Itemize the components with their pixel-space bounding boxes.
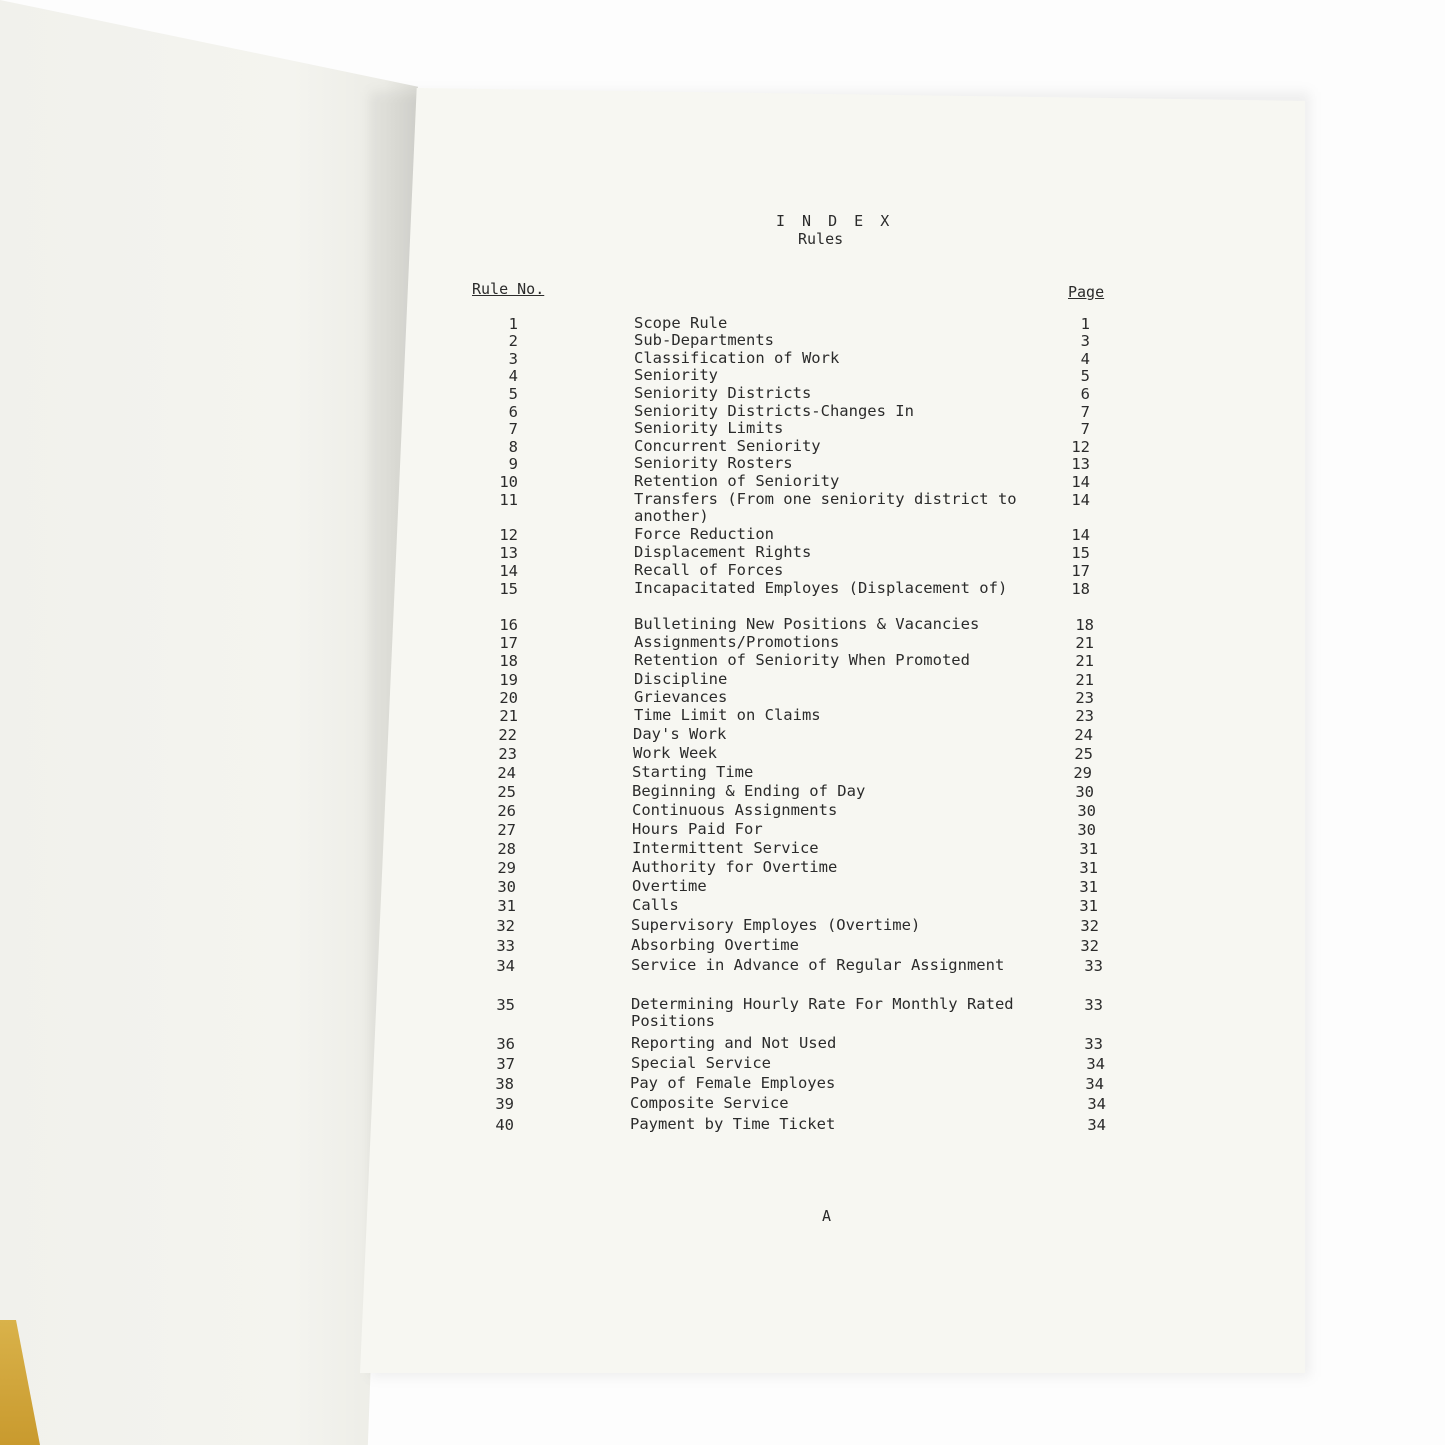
rule-page: 25 bbox=[1074, 745, 1093, 763]
rule-title: Discipline bbox=[634, 670, 728, 688]
rule-title: Assignments/Promotions bbox=[634, 633, 840, 651]
rule-number: 23 bbox=[498, 745, 517, 763]
rule-title: Pay of Female Employes bbox=[630, 1074, 836, 1092]
rule-number: 29 bbox=[497, 859, 516, 877]
rule-page: 31 bbox=[1079, 859, 1098, 877]
rule-title: Supervisory Employes (Overtime) bbox=[631, 916, 921, 934]
rule-page: 34 bbox=[1086, 1055, 1105, 1073]
index-row bbox=[468, 783, 1138, 803]
index-title: I N D E X bbox=[776, 212, 894, 230]
index-row bbox=[470, 544, 1140, 564]
rule-number: 27 bbox=[497, 821, 516, 839]
index-row bbox=[470, 652, 1140, 672]
rule-title: Classification of Work bbox=[634, 349, 840, 367]
rule-number: 1 bbox=[508, 315, 518, 333]
index-row bbox=[469, 745, 1139, 765]
rule-number: 14 bbox=[499, 562, 518, 580]
page-heading: Page bbox=[1068, 283, 1105, 301]
rule-page: 15 bbox=[1071, 544, 1090, 562]
rule-number: 34 bbox=[496, 957, 515, 975]
rule-title: Calls bbox=[632, 896, 679, 914]
rule-title: Incapacitated Employes (Displacement of) bbox=[634, 579, 1008, 597]
rule-page: 29 bbox=[1073, 764, 1092, 782]
rule-number: 31 bbox=[497, 897, 516, 915]
rule-page: 17 bbox=[1071, 562, 1090, 580]
rule-number: 16 bbox=[499, 616, 518, 634]
rule-number: 24 bbox=[497, 764, 516, 782]
index-row bbox=[466, 1095, 1136, 1115]
rule-title: Displacement Rights bbox=[634, 543, 812, 561]
index-subtitle: Rules bbox=[798, 230, 844, 248]
rule-page: 32 bbox=[1080, 917, 1099, 935]
rule-title: Starting Time bbox=[632, 763, 754, 781]
rule-page: 18 bbox=[1075, 616, 1094, 634]
rule-title: Special Service bbox=[631, 1054, 771, 1072]
rule-page: 13 bbox=[1071, 455, 1090, 473]
rule-title: Seniority bbox=[634, 366, 718, 384]
rule-page: 1 bbox=[1080, 315, 1090, 333]
rule-number: 33 bbox=[496, 937, 515, 955]
rule-number: 35 bbox=[496, 996, 515, 1014]
rule-page: 23 bbox=[1075, 707, 1094, 725]
index-row bbox=[468, 840, 1138, 860]
rule-title: Retention of Seniority When Promoted bbox=[634, 651, 970, 669]
rule-title: Seniority Limits bbox=[634, 419, 784, 437]
rule-page: 21 bbox=[1075, 671, 1094, 689]
rule-number: 32 bbox=[496, 917, 515, 935]
rule-page: 34 bbox=[1085, 1075, 1104, 1093]
rule-number: 2 bbox=[508, 332, 518, 350]
index-row bbox=[470, 671, 1140, 691]
rule-page: 21 bbox=[1075, 652, 1094, 670]
rule-number: 39 bbox=[495, 1095, 514, 1113]
index-row bbox=[466, 1075, 1136, 1095]
index-row bbox=[468, 897, 1138, 917]
index-row bbox=[469, 726, 1139, 746]
rule-title: Transfers (From one seniority district to another) bbox=[634, 490, 1017, 525]
rule-title: Bulletining New Positions & Vacancies bbox=[634, 615, 980, 633]
rule-number: 12 bbox=[499, 526, 518, 544]
rule-number: 26 bbox=[497, 802, 516, 820]
rule-number: 15 bbox=[499, 580, 518, 598]
rule-page: 24 bbox=[1074, 726, 1093, 744]
index-row bbox=[467, 937, 1137, 957]
index-row bbox=[467, 995, 1137, 1030]
rule-title: Day's Work bbox=[633, 725, 727, 743]
index-row bbox=[468, 764, 1138, 784]
rule-title: Determining Hourly Rate For Monthly Rated Positions bbox=[631, 995, 1014, 1030]
rule-number: 9 bbox=[508, 455, 518, 473]
rule-title: Seniority Districts-Changes In bbox=[634, 402, 914, 420]
rule-number: 3 bbox=[508, 350, 518, 368]
rule-title: Absorbing Overtime bbox=[631, 936, 799, 954]
rule-title: Recall of Forces bbox=[634, 561, 784, 579]
rule-number: 6 bbox=[508, 403, 518, 421]
rule-page: 31 bbox=[1079, 878, 1098, 896]
index-row bbox=[466, 1116, 1136, 1136]
rule-title: Retention of Seniority bbox=[634, 472, 840, 490]
rule-title: Sub-Departments bbox=[634, 331, 774, 349]
rule-number: 19 bbox=[499, 671, 518, 689]
rule-title: Reporting and Not Used bbox=[631, 1034, 837, 1052]
rule-number: 22 bbox=[498, 726, 517, 744]
rule-number: 7 bbox=[508, 420, 518, 438]
rule-title: Concurrent Seniority bbox=[634, 437, 821, 455]
rule-number: 21 bbox=[499, 707, 518, 725]
rule-page: 33 bbox=[1084, 996, 1103, 1014]
rule-number: 36 bbox=[496, 1035, 515, 1053]
rule-page: 33 bbox=[1084, 957, 1103, 975]
index-row bbox=[467, 917, 1137, 937]
rule-title: Force Reduction bbox=[634, 525, 774, 543]
rule-number: 4 bbox=[508, 367, 518, 385]
rule-number: 37 bbox=[496, 1055, 515, 1073]
rule-page: 30 bbox=[1075, 783, 1094, 801]
rule-page: 21 bbox=[1075, 634, 1094, 652]
rule-number: 30 bbox=[497, 878, 516, 896]
rule-page: 7 bbox=[1080, 420, 1090, 438]
rule-page: 34 bbox=[1087, 1095, 1106, 1113]
rule-page: 30 bbox=[1077, 802, 1096, 820]
index-row bbox=[468, 878, 1138, 898]
rule-title: Work Week bbox=[633, 744, 717, 762]
rule-number: 20 bbox=[499, 689, 518, 707]
rule-title: Intermittent Service bbox=[632, 839, 819, 857]
rule-number: 10 bbox=[499, 473, 518, 491]
rule-page: 23 bbox=[1075, 689, 1094, 707]
page-letter: A bbox=[822, 1207, 832, 1225]
rule-no-heading: Rule No. bbox=[472, 280, 545, 298]
rule-page: 32 bbox=[1080, 937, 1099, 955]
rule-title: Time Limit on Claims bbox=[634, 706, 821, 724]
rule-number: 40 bbox=[495, 1116, 514, 1134]
rule-page: 14 bbox=[1071, 473, 1090, 491]
rule-page: 5 bbox=[1080, 367, 1090, 385]
rule-number: 18 bbox=[499, 652, 518, 670]
rule-title: Composite Service bbox=[630, 1094, 789, 1112]
rule-page: 18 bbox=[1071, 580, 1090, 598]
rule-number: 8 bbox=[508, 438, 518, 456]
rule-page: 34 bbox=[1087, 1116, 1106, 1134]
rule-title: Beginning & Ending of Day bbox=[632, 782, 866, 800]
rule-number: 25 bbox=[497, 783, 516, 801]
rule-page: 14 bbox=[1071, 526, 1090, 544]
rule-title: Continuous Assignments bbox=[632, 801, 838, 819]
index-row bbox=[468, 802, 1138, 822]
rule-title: Seniority Rosters bbox=[634, 454, 793, 472]
rule-title: Seniority Districts bbox=[634, 384, 812, 402]
rule-page: 14 bbox=[1071, 491, 1090, 509]
index-row bbox=[470, 490, 1140, 525]
rule-page: 30 bbox=[1077, 821, 1096, 839]
rule-number: 5 bbox=[508, 385, 518, 403]
index-row bbox=[467, 1055, 1137, 1075]
index-row bbox=[467, 957, 1137, 977]
index-row bbox=[470, 580, 1140, 600]
index-row bbox=[468, 859, 1138, 879]
rule-title: Payment by Time Ticket bbox=[630, 1115, 836, 1133]
rule-page: 7 bbox=[1080, 403, 1090, 421]
rule-number: 11 bbox=[499, 491, 518, 509]
rule-title: Hours Paid For bbox=[632, 820, 763, 838]
index-row bbox=[470, 707, 1140, 727]
rule-number: 28 bbox=[497, 840, 516, 858]
rule-title: Service in Advance of Regular Assignment bbox=[631, 956, 1005, 974]
rule-page: 4 bbox=[1080, 350, 1090, 368]
rule-page: 31 bbox=[1079, 840, 1098, 858]
rule-page: 31 bbox=[1079, 897, 1098, 915]
rule-page: 33 bbox=[1084, 1035, 1103, 1053]
rule-number: 17 bbox=[499, 634, 518, 652]
rule-title: Overtime bbox=[632, 877, 707, 895]
rule-number: 38 bbox=[495, 1075, 514, 1093]
rule-number: 13 bbox=[499, 544, 518, 562]
index-row bbox=[467, 1035, 1137, 1055]
rule-page: 12 bbox=[1071, 438, 1090, 456]
rule-title: Scope Rule bbox=[634, 314, 728, 332]
index-row bbox=[468, 821, 1138, 841]
rule-page: 6 bbox=[1080, 385, 1090, 403]
rule-title: Grievances bbox=[634, 688, 728, 706]
rule-title: Authority for Overtime bbox=[632, 858, 838, 876]
rule-page: 3 bbox=[1080, 332, 1090, 350]
